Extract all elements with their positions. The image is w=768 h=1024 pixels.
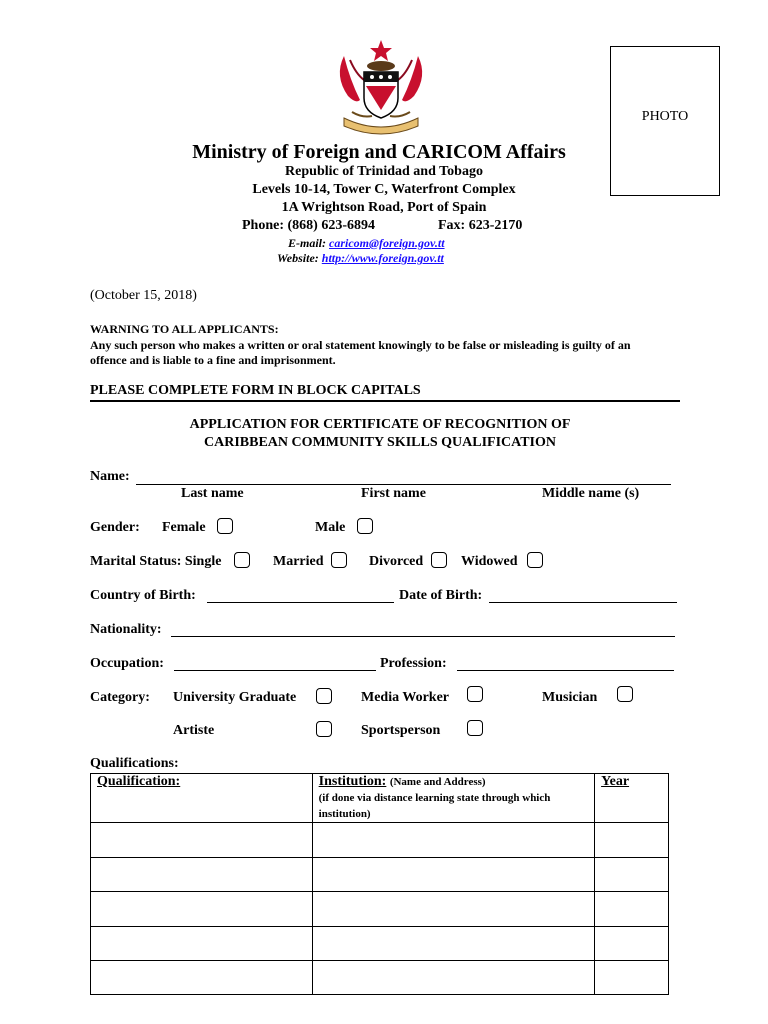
website-label: Website: <box>277 251 319 265</box>
address-road: 1A Wrightson Road, Port of Spain <box>281 200 487 215</box>
male-label: Male <box>315 520 346 535</box>
table-row <box>91 892 669 927</box>
header-divider <box>90 400 680 402</box>
sportsperson-checkbox[interactable] <box>467 720 483 736</box>
address-levels: Levels 10-14, Tower C, Waterfront Complex <box>252 182 516 197</box>
year-cell[interactable] <box>595 823 669 858</box>
website-link[interactable]: http://www.foreign.gov.tt <box>321 251 444 265</box>
year-cell[interactable] <box>595 858 669 892</box>
warning-line-2: offence and is liable to a fine and imprisonment. <box>90 353 336 367</box>
institution-cell[interactable] <box>312 823 594 858</box>
institution-cell[interactable] <box>312 858 594 892</box>
married-label: Married <box>273 554 324 569</box>
photo-label: PHOTO <box>641 109 689 124</box>
block-capitals-instruction: PLEASE COMPLETE FORM IN BLOCK CAPITALS <box>90 383 421 398</box>
qualification-cell[interactable] <box>91 927 313 961</box>
date-of-birth-input-line[interactable] <box>489 602 677 603</box>
first-name-caption: First name <box>361 486 426 501</box>
qualification-header-text: Qualification: <box>97 774 181 789</box>
institution-cell[interactable] <box>312 961 594 995</box>
name-label: Name: <box>90 469 130 484</box>
profession-label: Profession: <box>380 656 447 671</box>
institution-column-header <box>312 774 594 823</box>
qualification-cell[interactable] <box>91 961 313 995</box>
year-header-text: Year <box>601 774 630 789</box>
form-date: (October 15, 2018) <box>90 288 197 303</box>
institution-note-2: (if done via distance learning state through which institution) <box>318 792 551 820</box>
email-line <box>288 236 445 251</box>
media-worker-checkbox[interactable] <box>467 686 483 702</box>
qualifications-table <box>90 773 669 995</box>
artiste-label: Artiste <box>173 723 215 738</box>
name-input-line[interactable] <box>136 484 671 485</box>
male-checkbox[interactable] <box>357 518 373 534</box>
institution-cell[interactable] <box>312 927 594 961</box>
table-row <box>91 927 669 961</box>
sportsperson-label: Sportsperson <box>361 723 441 738</box>
table-row <box>91 961 669 995</box>
occupation-input-line[interactable] <box>174 670 376 671</box>
institution-cell[interactable] <box>312 892 594 927</box>
fax-line: Fax: 623-2170 <box>438 218 523 233</box>
form-title-line-1: APPLICATION FOR CERTIFICATE OF RECOGNITION OF <box>189 417 571 432</box>
coat-of-arms-emblem <box>330 36 432 136</box>
qualification-cell[interactable] <box>91 858 313 892</box>
divorced-checkbox[interactable] <box>431 552 447 568</box>
artiste-checkbox[interactable] <box>316 721 332 737</box>
country-of-birth-label: Country of Birth: <box>90 588 196 603</box>
website-line <box>277 251 444 266</box>
profession-input-line[interactable] <box>457 670 674 671</box>
musician-checkbox[interactable] <box>617 686 633 702</box>
republic-line: Republic of Trinidad and Tobago <box>285 164 483 179</box>
last-name-caption: Last name <box>181 486 244 501</box>
female-label: Female <box>162 520 206 535</box>
institution-header-text: Institution: <box>318 774 387 789</box>
marital-status-label: Marital Status: Single <box>90 554 222 569</box>
married-checkbox[interactable] <box>331 552 347 568</box>
qualifications-label: Qualifications: <box>90 756 179 771</box>
middle-name-caption: Middle name (s) <box>542 486 640 501</box>
form-title-line-2: CARIBBEAN COMMUNITY SKILLS QUALIFICATION <box>204 435 556 450</box>
year-column-header <box>595 774 669 823</box>
qualification-cell[interactable] <box>91 892 313 927</box>
nationality-input-line[interactable] <box>171 636 675 637</box>
university-graduate-checkbox[interactable] <box>316 688 332 704</box>
divorced-label: Divorced <box>369 554 424 569</box>
qualifications-header-row <box>91 774 669 823</box>
qualification-column-header <box>91 774 313 823</box>
phone-line: Phone: (868) 623-6894 <box>242 218 375 233</box>
gender-label: Gender: <box>90 520 140 535</box>
female-checkbox[interactable] <box>217 518 233 534</box>
university-graduate-label: University Graduate <box>173 690 297 705</box>
category-label: Category: <box>90 690 150 705</box>
year-cell[interactable] <box>595 927 669 961</box>
ministry-title: Ministry of Foreign and CARICOM Affairs <box>192 141 566 163</box>
table-row <box>91 823 669 858</box>
occupation-label: Occupation: <box>90 656 164 671</box>
qualification-cell[interactable] <box>91 823 313 858</box>
widowed-label: Widowed <box>461 554 518 569</box>
country-of-birth-input-line[interactable] <box>207 602 394 603</box>
year-cell[interactable] <box>595 892 669 927</box>
email-link[interactable]: caricom@foreign.gov.tt <box>329 236 445 250</box>
date-of-birth-label: Date of Birth: <box>399 588 483 603</box>
year-cell[interactable] <box>595 961 669 995</box>
nationality-label: Nationality: <box>90 622 162 637</box>
warning-heading: WARNING TO ALL APPLICANTS: <box>90 322 279 336</box>
musician-label: Musician <box>542 690 598 705</box>
single-checkbox[interactable] <box>234 552 250 568</box>
widowed-checkbox[interactable] <box>527 552 543 568</box>
warning-line-1: Any such person who makes a written or oral statement knowingly to be false or misleading is guilty of an <box>90 338 631 352</box>
email-label: E-mail: <box>288 236 326 250</box>
media-worker-label: Media Worker <box>361 690 450 705</box>
table-row <box>91 858 669 892</box>
institution-note-1: (Name and Address) <box>389 776 486 788</box>
